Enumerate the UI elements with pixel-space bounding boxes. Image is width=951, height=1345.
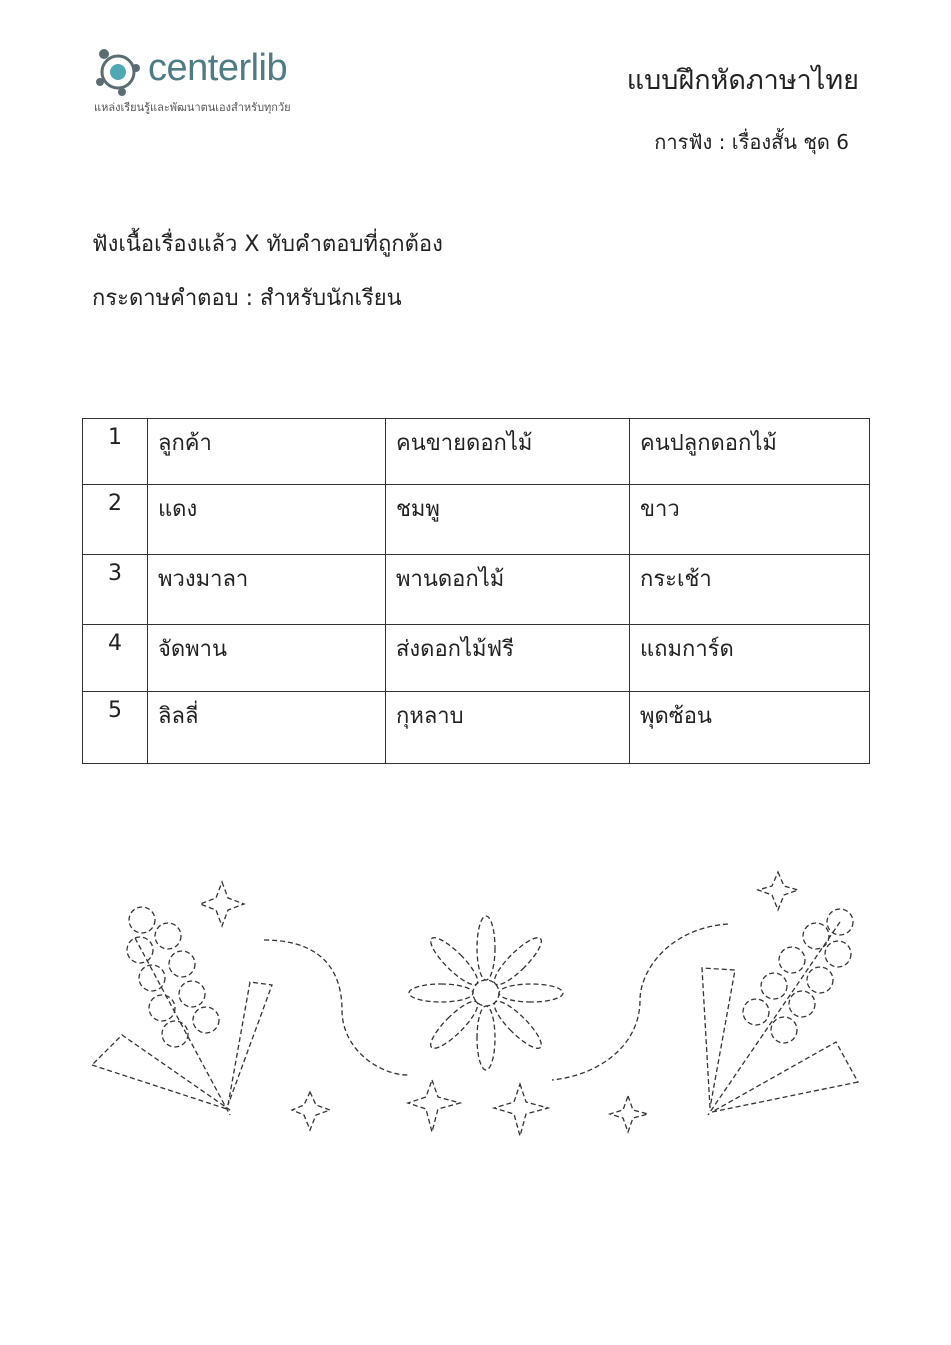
row-number: 5 (83, 692, 148, 764)
row-number: 2 (83, 485, 148, 555)
row-number: 4 (83, 625, 148, 692)
worksheet-subtitle: การฟัง : เรื่องสั้น ชุด 6 (654, 130, 849, 154)
answer-option-b[interactable]: ชมพู (386, 485, 630, 555)
table-row (83, 419, 870, 485)
logo-wordmark: centerlib (148, 47, 288, 89)
table-row (83, 692, 870, 764)
answer-option-b[interactable]: คนขายดอกไม้ (386, 419, 630, 485)
left-swirl-icon (264, 940, 408, 1075)
answer-option-a[interactable]: ลิลลี่ (148, 692, 386, 764)
right-bouquet-icon (702, 909, 858, 1115)
answer-table (82, 418, 870, 764)
answer-option-c[interactable]: ขาว (630, 485, 870, 555)
left-bouquet-icon (92, 907, 272, 1115)
answer-option-c[interactable]: กระเช้า (630, 555, 870, 625)
answer-option-b[interactable]: ส่งดอกไม้ฟรี (386, 625, 630, 692)
table-row (83, 485, 870, 555)
daisy-flower-icon (409, 916, 563, 1070)
answer-option-c[interactable]: แถมการ์ด (630, 625, 870, 692)
centerlib-logo (92, 42, 352, 122)
answer-option-c[interactable]: คนปลูกดอกไม้ (630, 419, 870, 485)
logo-icon (92, 42, 148, 98)
sparkle-star-icon (200, 872, 798, 1136)
table-row (83, 555, 870, 625)
worksheet-title: แบบฝึกหัดภาษาไทย (626, 65, 859, 96)
answer-sheet-label: กระดาษคำตอบ : สำหรับนักเรียน (92, 286, 402, 311)
right-swirl-icon (552, 924, 728, 1080)
instruction-text: ฟังเนื้อเรื่องแล้ว X ทับคำตอบที่ถูกต้อง (92, 232, 443, 257)
row-number: 1 (83, 419, 148, 485)
flower-tracing-illustration (80, 860, 870, 1150)
answer-option-c[interactable]: พุดซ้อน (630, 692, 870, 764)
answer-option-a[interactable]: จัดพาน (148, 625, 386, 692)
answer-option-a[interactable]: แดง (148, 485, 386, 555)
answer-option-a[interactable]: ลูกค้า (148, 419, 386, 485)
answer-option-b[interactable]: กุหลาบ (386, 692, 630, 764)
row-number: 3 (83, 555, 148, 625)
table-row (83, 625, 870, 692)
logo-tagline: แหล่งเรียนรู้และพัฒนาตนเองสำหรับทุกวัย (94, 101, 291, 114)
answer-option-a[interactable]: พวงมาลา (148, 555, 386, 625)
answer-option-b[interactable]: พานดอกไม้ (386, 555, 630, 625)
